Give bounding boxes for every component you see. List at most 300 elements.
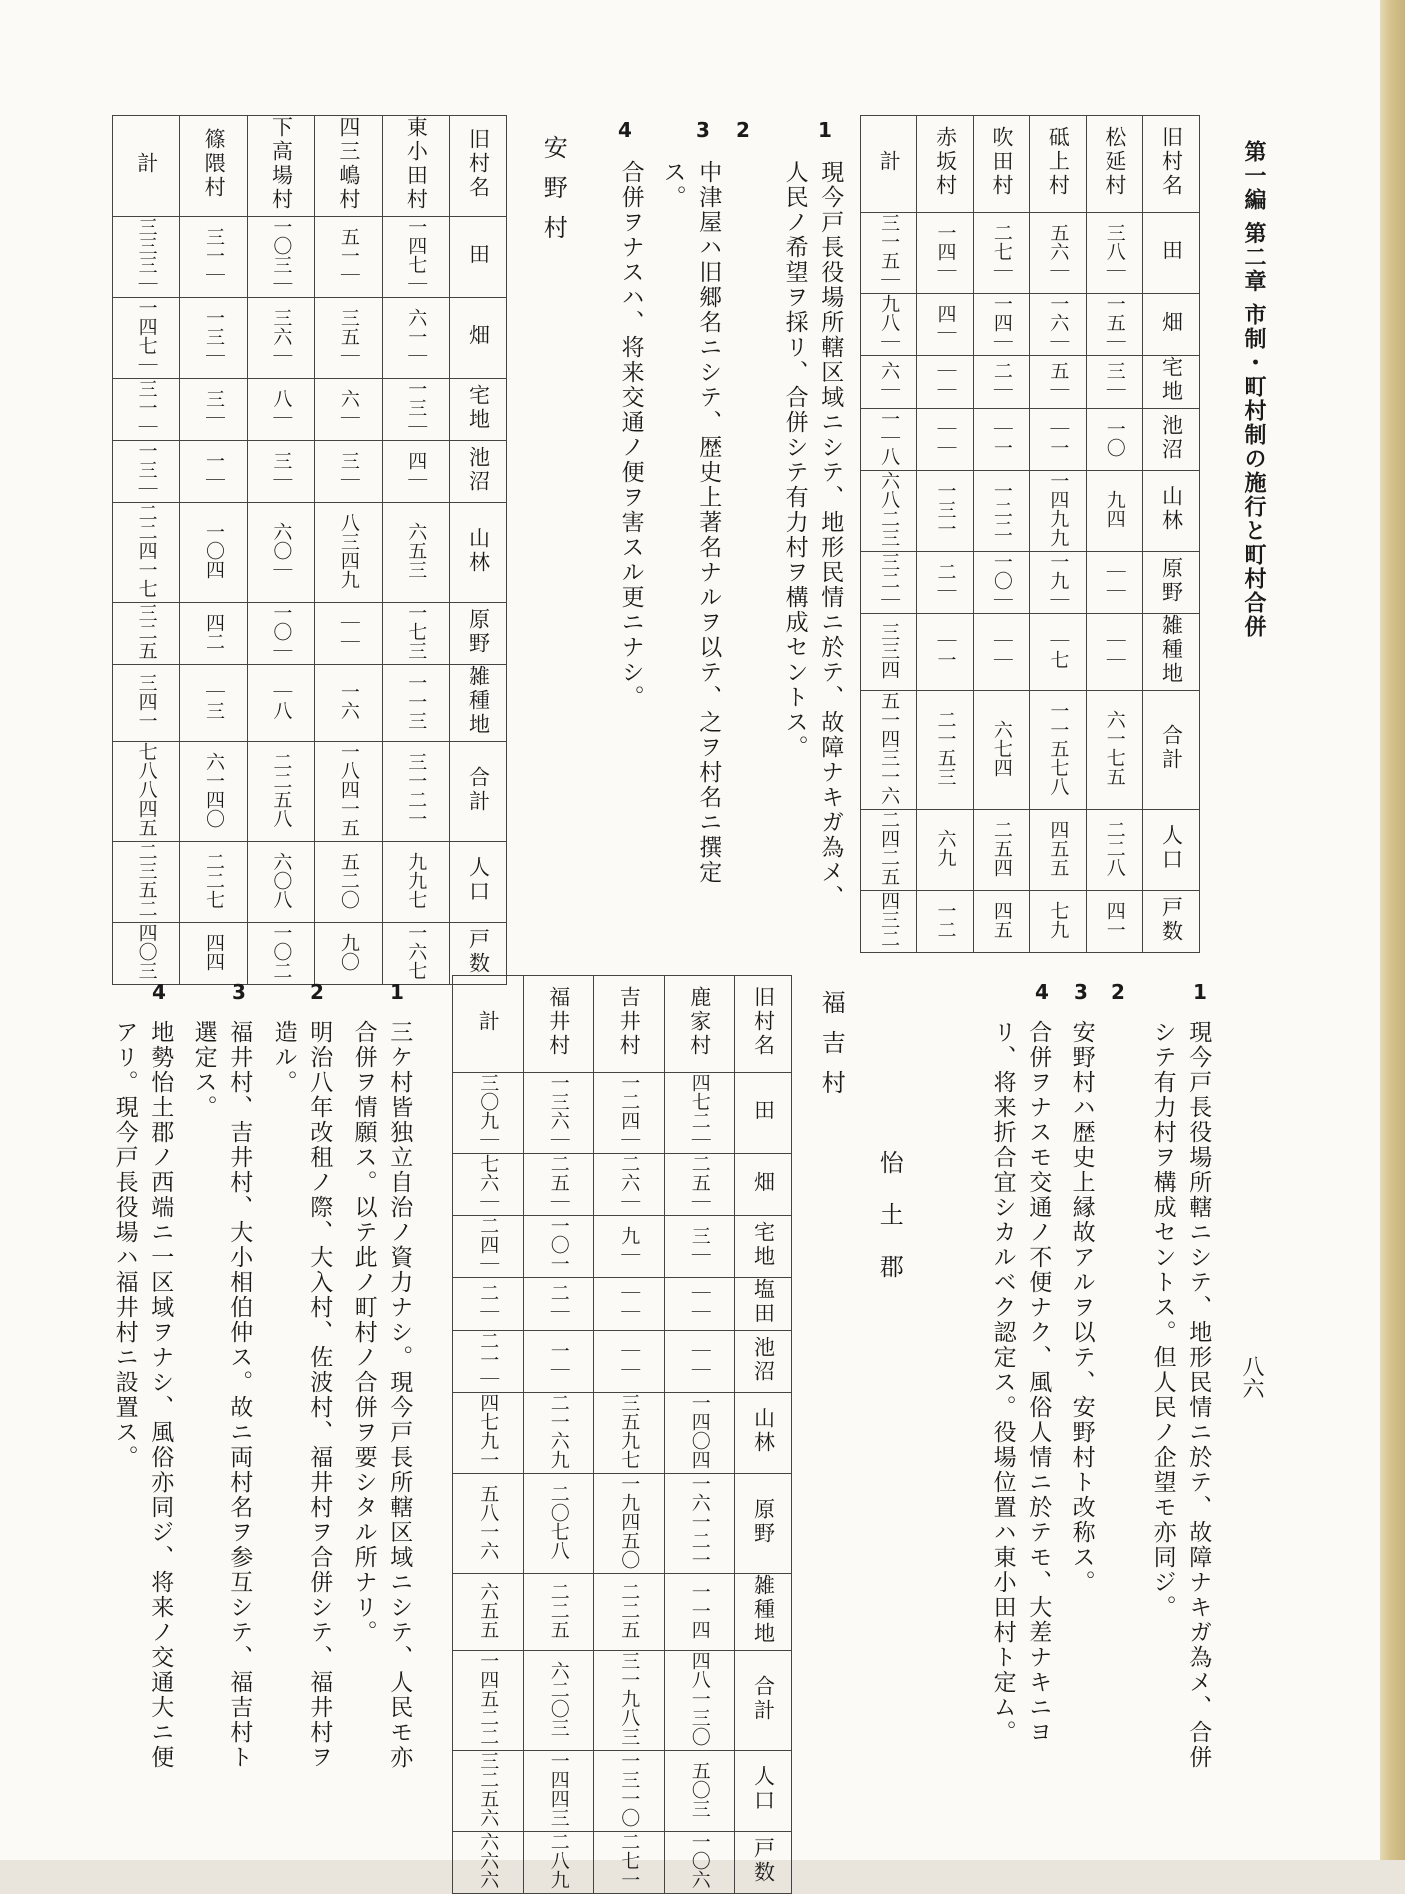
cell-value: 二一五三 xyxy=(934,710,957,786)
cell-value: ｜三 xyxy=(203,682,226,720)
cell-value: 四〇三 xyxy=(135,923,158,980)
village-name: 四三嶋村 xyxy=(336,116,361,212)
table-cell xyxy=(382,503,449,603)
table-cell xyxy=(382,742,449,842)
note-b-2-number: 2 xyxy=(1111,980,1125,1004)
table-field-row xyxy=(453,1154,792,1216)
table-cell xyxy=(917,691,973,810)
table-cell xyxy=(594,1154,665,1216)
field-header-cell xyxy=(1143,691,1200,810)
table-field-row xyxy=(453,1073,792,1154)
table-cell xyxy=(453,1651,524,1751)
field-header-cell xyxy=(735,976,792,1073)
cell-value: 二七一 xyxy=(618,1832,641,1889)
cell-value: 一九｜ xyxy=(1047,552,1070,609)
cell-value: 二二四一七 xyxy=(135,503,158,598)
table-cell xyxy=(973,810,1029,891)
cell-value: 二二五八 xyxy=(270,751,293,828)
table-cell xyxy=(180,923,247,985)
table-cell xyxy=(594,1073,665,1154)
field-header-cell xyxy=(1143,471,1200,552)
table-cell xyxy=(523,1474,594,1574)
cell-value: 四一 xyxy=(1103,900,1126,939)
cell-value: 八三四九 xyxy=(337,512,360,589)
table-cell xyxy=(1030,810,1086,891)
cell-value: 一三｜ xyxy=(203,307,226,365)
field-header-cell xyxy=(735,1154,792,1216)
village-name: 松延村 xyxy=(1102,126,1127,198)
table-cell xyxy=(453,1331,524,1393)
cell-value: 一三｜ xyxy=(135,441,158,498)
cell-value: 一四九九 xyxy=(1047,471,1070,547)
table-cell xyxy=(917,294,973,356)
cell-value: ｜｜ xyxy=(688,1283,711,1321)
cell-value: ｜一 xyxy=(990,418,1013,457)
table-cell xyxy=(664,1216,735,1278)
table-cell xyxy=(973,891,1029,953)
cell-value: 九〇 xyxy=(337,932,360,971)
table-field-row xyxy=(861,810,1200,891)
table-cell xyxy=(247,441,314,503)
field-header: 畑 xyxy=(751,1170,776,1195)
cell-value: 二五｜ xyxy=(547,1154,570,1211)
table-cell xyxy=(1030,213,1086,294)
field-header-cell xyxy=(450,298,507,379)
table-cell xyxy=(113,842,180,923)
village-name: 下高場村 xyxy=(269,116,294,212)
cell-value: 二一六九 xyxy=(547,1393,570,1469)
cell-value: 一七三 xyxy=(405,603,428,660)
cell-value: 一〇｜ xyxy=(990,552,1013,609)
cell-value: 二五四 xyxy=(990,819,1013,877)
cell-value: 九八｜ xyxy=(878,294,901,351)
table-cell xyxy=(664,1574,735,1651)
note-c-4: 地勢怡土郡ノ西端ニ一区域ヲナシ、風俗亦同ジ、将来ノ交通大ニ便アリ。現今戸長役場ハ福井村ニ設置ス。 xyxy=(111,1020,174,1770)
cell-value: 一〇四 xyxy=(203,522,226,579)
cell-value: ｜｜ xyxy=(337,612,360,651)
table-cell xyxy=(247,742,314,842)
table-cell xyxy=(861,552,917,614)
cell-value: 四七二｜ xyxy=(688,1073,711,1149)
village-name-cell xyxy=(1030,116,1086,213)
cell-value: 七八八四五 xyxy=(135,742,158,837)
cell-value: 一四四三 xyxy=(547,1751,570,1827)
field-header: 池沼 xyxy=(1159,413,1184,462)
table-cell xyxy=(453,1574,524,1651)
table-cell xyxy=(664,1393,735,1474)
cell-value: 一一三 xyxy=(405,672,428,730)
note-b-4-number: 4 xyxy=(1035,980,1049,1004)
note-a-1: 現今戸長役場所轄区域ニシテ、地形民情ニ於テ、故障ナキガ為メ、人民ノ希望ヲ採リ、合併シテ有力村ヲ構成セントス。 xyxy=(781,160,844,910)
table-cell xyxy=(917,409,973,471)
note-b-3-number: 3 xyxy=(1074,980,1088,1004)
table-field-row xyxy=(861,116,1200,213)
table-cell xyxy=(180,379,247,441)
table-field-row xyxy=(113,441,507,503)
cell-value: ｜一 xyxy=(1047,418,1070,457)
page-edge xyxy=(1380,0,1405,1860)
table-a xyxy=(860,115,1200,953)
table-field-row xyxy=(113,298,507,379)
table-cell xyxy=(594,1574,665,1651)
table-c xyxy=(452,975,792,1894)
field-header-cell xyxy=(450,503,507,603)
table-field-row xyxy=(861,614,1200,691)
cell-value: 一四｜ xyxy=(934,222,957,280)
table-cell xyxy=(453,1474,524,1574)
table-cell xyxy=(247,379,314,441)
table-cell xyxy=(917,471,973,552)
table-cell xyxy=(594,1331,665,1393)
cell-value: 一一四 xyxy=(688,1581,711,1639)
table-cell xyxy=(1086,213,1142,294)
table-field-row xyxy=(113,379,507,441)
cell-value: 一｜八 xyxy=(878,409,901,466)
cell-value: 一二二 xyxy=(990,480,1013,538)
table-cell xyxy=(523,1393,594,1474)
field-header-cell xyxy=(450,665,507,742)
cell-value: 一〇三｜ xyxy=(270,217,293,293)
cell-value: 二一｜ xyxy=(477,1331,500,1388)
cell-value: 二四｜ xyxy=(477,1216,500,1273)
table-cell xyxy=(180,742,247,842)
cell-value: 五八一六 xyxy=(477,1483,500,1560)
table-field-row xyxy=(453,1393,792,1474)
cell-value: 一三一 xyxy=(934,480,957,538)
table-cell xyxy=(973,294,1029,356)
cell-value: 五｜ xyxy=(1047,361,1070,399)
village-name: 計 xyxy=(134,152,159,176)
table-field-row xyxy=(453,1216,792,1278)
field-header: 合計 xyxy=(1159,724,1184,772)
field-header-cell xyxy=(450,603,507,665)
table-cell xyxy=(180,217,247,298)
cell-value: 一四七｜ xyxy=(135,298,158,374)
table-cell xyxy=(594,1651,665,1751)
table-cell xyxy=(664,1474,735,1574)
table-cell xyxy=(594,1278,665,1331)
table-cell xyxy=(247,665,314,742)
note-a-2-number: 2 xyxy=(736,118,750,142)
cell-value: 六九 xyxy=(934,829,957,867)
cell-value: 三｜ xyxy=(203,388,226,427)
cell-value: 六一｜ xyxy=(405,307,428,365)
village-name-cell xyxy=(917,116,973,213)
cell-value: 一九四五〇 xyxy=(618,1474,641,1569)
field-header: 戸数 xyxy=(466,927,491,976)
note-c-1: 三ケ村皆独立自治ノ資力ナシ。現今戸長所轄区域ニシテ、人民モ亦合併ヲ情願ス。以テ此ノ町村ノ合併ヲ要シタル所ナリ。 xyxy=(350,1020,413,1770)
cell-value: 四五五 xyxy=(1047,819,1070,877)
cell-value: 二二八 xyxy=(1103,819,1126,877)
cell-value: 一三｜ xyxy=(405,379,428,436)
table-cell xyxy=(315,503,382,603)
field-header-cell xyxy=(450,842,507,923)
cell-value: 二三五二 xyxy=(135,842,158,918)
cell-value: ｜｜ xyxy=(688,1340,711,1379)
cell-value: 七九 xyxy=(1047,900,1070,939)
cell-value: 三〇九｜ xyxy=(477,1073,500,1149)
field-header-cell xyxy=(735,1331,792,1393)
table-cell xyxy=(247,603,314,665)
cell-value: 四三二 xyxy=(878,891,901,948)
field-header-cell xyxy=(735,1832,792,1894)
village-name-cell xyxy=(113,116,180,217)
table-field-row xyxy=(453,1651,792,1751)
cell-value: 一六七 xyxy=(405,923,428,980)
cell-value: 六｜ xyxy=(878,361,901,399)
cell-value: ｜一 xyxy=(934,631,957,669)
cell-value: 六〇八 xyxy=(270,851,293,909)
chapter-header: 第一編 第二章 市制・町村制の施行と町村合併 xyxy=(1241,140,1266,640)
table-cell xyxy=(917,552,973,614)
table-cell xyxy=(382,379,449,441)
table-cell xyxy=(315,923,382,985)
table-cell xyxy=(1030,294,1086,356)
cell-value: 一〇二 xyxy=(270,923,293,980)
field-header-cell xyxy=(1143,356,1200,409)
field-header: 田 xyxy=(751,1099,776,1123)
table-cell xyxy=(523,1651,594,1751)
note-c-1-number: 1 xyxy=(390,980,404,1004)
field-header: 畑 xyxy=(466,324,491,348)
table-cell xyxy=(453,1073,524,1154)
table-cell xyxy=(594,1393,665,1474)
village-name: 東小田村 xyxy=(404,116,429,212)
table-cell xyxy=(382,217,449,298)
table-cell xyxy=(382,665,449,742)
cell-value: 二二五 xyxy=(618,1581,641,1639)
note-b-3: 安野村ハ歴史上縁故アルヲ以テ、安野村ト改称ス。 xyxy=(1068,1020,1095,1595)
page-number: 八六 xyxy=(1239,1355,1264,1399)
field-header: 塩田 xyxy=(751,1278,776,1326)
cell-value: 二｜ xyxy=(547,1283,570,1321)
field-header: 山林 xyxy=(1159,485,1184,533)
table-cell xyxy=(1086,552,1142,614)
field-header: 宅地 xyxy=(466,383,491,432)
cell-value: 一八四一五 xyxy=(337,742,360,837)
village-name-cell xyxy=(594,976,665,1073)
cell-value: 一五｜ xyxy=(1103,294,1126,351)
table-cell xyxy=(180,503,247,603)
cell-value: 一二四｜ xyxy=(618,1073,641,1149)
cell-value: 一六｜ xyxy=(1047,294,1070,351)
table-cell xyxy=(382,298,449,379)
table-cell xyxy=(453,1832,524,1894)
table-cell xyxy=(1086,891,1142,953)
table-cell xyxy=(594,1216,665,1278)
cell-value: 三二｜ xyxy=(878,552,901,609)
table-cell xyxy=(861,471,917,552)
cell-value: ｜｜ xyxy=(618,1283,641,1321)
field-header: 雑種地 xyxy=(466,665,491,737)
cell-value: 六一四〇 xyxy=(203,751,226,828)
table-cell xyxy=(1030,356,1086,409)
field-header: 旧村名 xyxy=(466,128,491,200)
cell-value: ｜七 xyxy=(1047,631,1070,669)
section-b-title: 安野村 xyxy=(539,135,568,255)
cell-value: 九｜ xyxy=(618,1225,641,1264)
field-header: 宅地 xyxy=(1159,356,1184,404)
cell-value: 五二〇 xyxy=(337,851,360,909)
village-name-cell xyxy=(315,116,382,217)
cell-value: 二｜ xyxy=(990,361,1013,399)
table-cell xyxy=(664,1651,735,1751)
cell-value: 六六六 xyxy=(477,1832,500,1889)
cell-value: 一｜ xyxy=(547,1340,570,1379)
table-cell xyxy=(1086,691,1142,810)
cell-value: 二八九 xyxy=(547,1832,570,1889)
table-cell xyxy=(315,603,382,665)
field-header-cell xyxy=(735,1216,792,1278)
cell-value: 六二〇三 xyxy=(547,1660,570,1737)
field-header-cell xyxy=(735,1278,792,1331)
table-cell xyxy=(382,603,449,665)
table-cell xyxy=(247,503,314,603)
field-header-cell xyxy=(735,1651,792,1751)
field-header: 畑 xyxy=(1159,310,1184,335)
cell-value: 一〇｜ xyxy=(270,603,293,660)
village-name: 吉井村 xyxy=(617,986,642,1058)
table-cell xyxy=(523,1574,594,1651)
cell-value: 二二五 xyxy=(547,1581,570,1639)
cell-value: 四二 xyxy=(203,612,226,651)
note-c-2: 明治八年改租ノ際、大入村、佐波村、福井村ヲ合併シテ、福井村ヲ造ル。 xyxy=(270,1020,333,1770)
table-cell xyxy=(180,441,247,503)
table-cell xyxy=(861,691,917,810)
cell-value: 一〇六 xyxy=(688,1832,711,1889)
table-cell xyxy=(1086,356,1142,409)
cell-value: 三八｜ xyxy=(1103,222,1126,280)
field-header-cell xyxy=(1143,810,1200,891)
table-field-row xyxy=(453,1474,792,1574)
table-field-row xyxy=(113,842,507,923)
field-header: 池沼 xyxy=(751,1335,776,1384)
cell-value: 四｜ xyxy=(405,450,428,489)
table-field-row xyxy=(861,409,1200,471)
cell-value: 一〇 xyxy=(1103,418,1126,457)
table-field-row xyxy=(113,742,507,842)
table-field-row xyxy=(113,503,507,603)
note-b-1: 現今戸長役場所轄ニシテ、地形民情ニ於テ、故障ナキガ為メ、合併シテ有力村ヲ構成セントス。但人民ノ企望モ亦同ジ。 xyxy=(1149,1020,1212,1770)
table-cell xyxy=(315,842,382,923)
table-field-row xyxy=(113,603,507,665)
cell-value: 二｜ xyxy=(477,1283,500,1321)
field-header: 戸数 xyxy=(751,1836,776,1885)
cell-value: 一六 xyxy=(337,682,360,720)
field-header-cell xyxy=(1143,614,1200,691)
cell-value: 七六｜ xyxy=(477,1154,500,1211)
table-cell xyxy=(315,217,382,298)
cell-value: 六八二三 xyxy=(878,471,901,547)
cell-value: 五一四三一六 xyxy=(878,691,901,805)
field-header-cell xyxy=(1143,213,1200,294)
table-cell xyxy=(917,356,973,409)
table-cell xyxy=(453,1751,524,1832)
table-cell xyxy=(664,1751,735,1832)
cell-value: 二六｜ xyxy=(618,1154,641,1211)
table-cell xyxy=(180,603,247,665)
table-cell xyxy=(1086,614,1142,691)
field-header: 合計 xyxy=(751,1674,776,1723)
field-header-cell xyxy=(1143,552,1200,614)
table-cell xyxy=(1030,409,1086,471)
table-cell xyxy=(247,217,314,298)
note-a-4: 合併ヲナスハ、将来交通ノ便ヲ害スル更ニナシ。 xyxy=(617,160,644,710)
table-cell xyxy=(247,298,314,379)
cell-value: 三二五 xyxy=(135,603,158,660)
cell-value: 三一二一 xyxy=(405,751,428,828)
cell-value: 二七｜ xyxy=(990,222,1013,280)
cell-value: 三一｜ xyxy=(203,226,226,284)
table-cell xyxy=(113,298,180,379)
village-name: 鹿家村 xyxy=(687,986,712,1058)
table-cell xyxy=(523,1154,594,1216)
field-header: 合計 xyxy=(466,765,491,814)
table-cell xyxy=(594,1832,665,1894)
table-cell xyxy=(861,294,917,356)
cell-value: 一六一二一 xyxy=(688,1474,711,1569)
cell-value: 一三六｜ xyxy=(547,1073,570,1149)
table-cell xyxy=(861,614,917,691)
cell-value: 八｜ xyxy=(270,388,293,427)
cell-value: 三｜ xyxy=(270,450,293,489)
field-header: 原野 xyxy=(751,1497,776,1546)
cell-value: 一四七｜ xyxy=(405,217,428,293)
table-cell xyxy=(917,891,973,953)
village-name: 吹田村 xyxy=(990,126,1015,198)
table-cell xyxy=(247,923,314,985)
field-header-cell xyxy=(450,441,507,503)
cell-value: 六〇｜ xyxy=(270,522,293,579)
cell-value: 四七九一 xyxy=(477,1393,500,1469)
cell-value: 二〇七八 xyxy=(547,1483,570,1560)
cell-value: 四八一三〇 xyxy=(688,1651,711,1746)
cell-value: 三｜ xyxy=(688,1225,711,1264)
village-name-cell xyxy=(861,116,917,213)
table-cell xyxy=(315,298,382,379)
cell-value: 一四〇四 xyxy=(688,1393,711,1469)
table-cell xyxy=(315,441,382,503)
table-cell xyxy=(113,665,180,742)
cell-value: 三六｜ xyxy=(270,307,293,365)
table-cell xyxy=(113,217,180,298)
cell-value: 二二七 xyxy=(203,851,226,909)
table-cell xyxy=(247,842,314,923)
table-field-row xyxy=(861,891,1200,953)
table-cell xyxy=(973,356,1029,409)
table-cell xyxy=(523,1278,594,1331)
table-cell xyxy=(1086,471,1142,552)
table-cell xyxy=(113,379,180,441)
cell-value: 一二 xyxy=(934,900,957,939)
village-name-cell xyxy=(453,976,524,1073)
table-cell xyxy=(315,379,382,441)
table-cell xyxy=(664,1154,735,1216)
note-b-4: 合併ヲナスモ交通ノ不便ナク、風俗人情ニ於テモ、大差ナキニヨリ、将来折合宜シカルベク認定ス。役場位置ハ東小田村ト定ム。 xyxy=(989,1020,1052,1745)
cell-value: 三二五六 xyxy=(477,1751,500,1827)
table-field-row xyxy=(861,213,1200,294)
table-cell xyxy=(861,891,917,953)
table-field-row xyxy=(113,665,507,742)
table-cell xyxy=(1086,409,1142,471)
field-header: 雑種地 xyxy=(751,1574,776,1646)
field-header-cell xyxy=(735,1073,792,1154)
field-header: 田 xyxy=(466,243,491,267)
table-cell xyxy=(861,810,917,891)
table-cell xyxy=(180,665,247,742)
table-cell xyxy=(113,441,180,503)
table-cell xyxy=(917,213,973,294)
